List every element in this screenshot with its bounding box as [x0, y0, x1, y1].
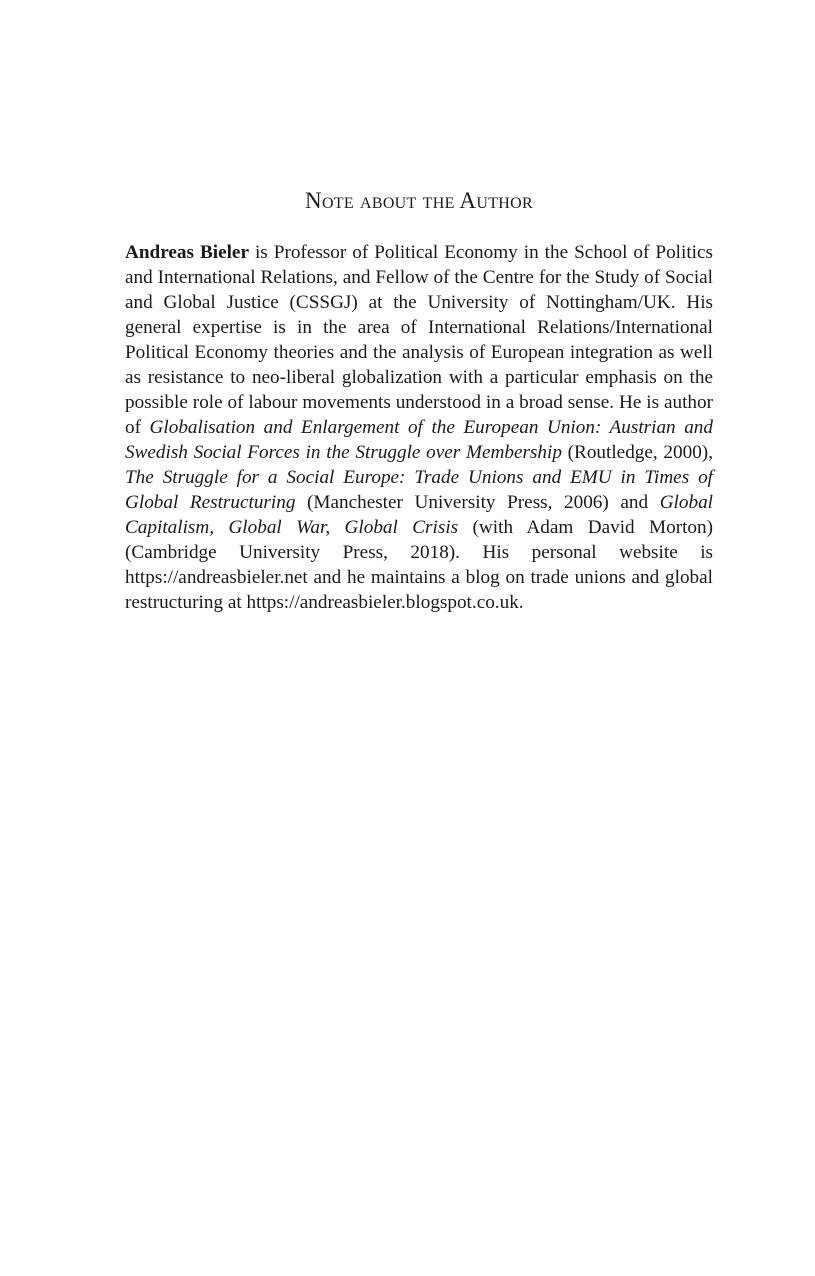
page-title: Note about the Author [305, 188, 533, 213]
book-title-2: The Struggle for a Social Europe: Trade Unions and EMU in Times of Global Restructuring [125, 467, 713, 513]
book-title-3: Global Capitalism, Global War, Global Crisis [125, 492, 713, 538]
book-title-1: Globalisation and Enlargement of the European Union: Austrian and Swedish Social Forces in the Struggle over Membership [125, 417, 713, 463]
author-bio [125, 240, 713, 615]
bio-text-4: (with Adam David Morton) (Cambridge University Press, 2018). His personal website is https://andreasbieler.net and he maintains a blog on trade unions and global restructuring at https://andreasbieler.blogspot.co.uk. [125, 517, 713, 613]
bio-text-2: (Routledge, 2000), [561, 442, 713, 463]
author-name: Andreas Bieler [125, 242, 249, 263]
bio-text-3: (Manchester University Press, 2006) and [295, 492, 660, 513]
bio-text-1: is Professor of Political Economy in the School of Politics and International Relations, and Fellow of the Centre for the Study of Social and Global Justice (CSSGJ) at the University of Nottingham/UK. His general expertise is in the area of International Relations/International Political Economy theories and the analysis of European integration as well as resistance to neo-liberal globalization with a particular emphasis on the possible role of labour movements understood in a broad sense. He is author of [125, 242, 713, 438]
